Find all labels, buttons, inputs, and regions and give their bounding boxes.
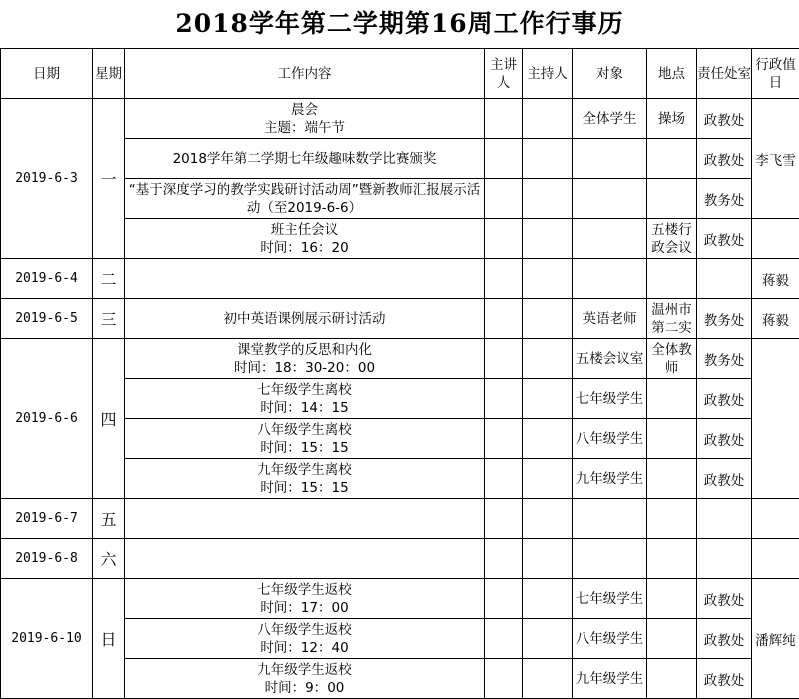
- work-content-line: 九年级学生返校: [125, 661, 484, 679]
- host-cell: [523, 339, 573, 379]
- weekday-cell: 五: [93, 499, 125, 539]
- host-cell: [523, 459, 573, 499]
- audience-cell: [573, 539, 647, 579]
- work-content-line: 时间：12：40: [125, 639, 484, 657]
- host-cell: [523, 219, 573, 259]
- table-row: [1, 539, 799, 579]
- dept-cell: 教务处: [697, 299, 752, 339]
- header-duty: 行政值日: [752, 49, 799, 99]
- table-row: [1, 299, 799, 339]
- speaker-cell: [485, 99, 523, 139]
- dept-cell: 政教处: [697, 579, 752, 619]
- speaker-cell: [485, 419, 523, 459]
- work-content-cell: [125, 219, 485, 259]
- location-cell: [647, 139, 697, 179]
- audience-cell: [573, 499, 647, 539]
- work-content-line: 主题：端午节: [125, 119, 484, 137]
- host-cell: [523, 179, 573, 219]
- work-content-line: 七年级学生返校: [125, 581, 484, 599]
- dept-cell: 政教处: [697, 219, 752, 259]
- location-cell: [647, 299, 697, 339]
- audience-text: 英语老师: [573, 310, 646, 328]
- host-cell: [523, 539, 573, 579]
- speaker-cell: [485, 259, 523, 299]
- header-date: 日期: [1, 49, 93, 99]
- duty-cell: [752, 219, 799, 259]
- duty-cell: [752, 539, 799, 579]
- date-cell: 2019-6-8: [1, 539, 93, 579]
- header-dept: 责任处室: [697, 49, 752, 99]
- work-content-cell: [125, 539, 485, 579]
- work-content-line: 七年级学生离校: [125, 381, 484, 399]
- audience-cell: [573, 459, 647, 499]
- dept-cell: 政教处: [697, 379, 752, 419]
- header-audience: 对象: [573, 49, 647, 99]
- work-content-cell: [125, 339, 485, 379]
- work-content-cell: [125, 459, 485, 499]
- work-content-line: 班主任会议: [125, 221, 484, 239]
- table-row: [1, 499, 799, 539]
- duty-cell: [752, 499, 799, 539]
- weekday-cell: 六: [93, 539, 125, 579]
- host-cell: [523, 659, 573, 699]
- work-content-line: 时间：14：15: [125, 399, 484, 417]
- page-title: 2018学年第二学期第16周工作行事历: [0, 0, 799, 48]
- weekday-cell: 日: [93, 579, 125, 699]
- speaker-cell: [485, 499, 523, 539]
- audience-text: 七年级学生: [573, 590, 646, 608]
- audience-cell: [573, 379, 647, 419]
- host-cell: [523, 299, 573, 339]
- location-text: 五楼行政会议: [647, 221, 696, 257]
- duty-cell: 蒋毅: [752, 299, 799, 339]
- work-content-cell: [125, 499, 485, 539]
- location-text: 温州市第二实: [647, 301, 696, 337]
- table-row: [1, 339, 799, 379]
- dept-cell: [697, 539, 752, 579]
- location-cell: [647, 219, 697, 259]
- speaker-cell: [485, 179, 523, 219]
- date-cell: 2019-6-7: [1, 499, 93, 539]
- audience-cell: [573, 259, 647, 299]
- header-content: 工作内容: [125, 49, 485, 99]
- speaker-cell: [485, 379, 523, 419]
- work-content-cell: [125, 179, 485, 219]
- speaker-cell: [485, 579, 523, 619]
- location-cell: [647, 579, 697, 619]
- dept-cell: 教务处: [697, 339, 752, 379]
- table-row: [1, 579, 799, 619]
- speaker-cell: [485, 539, 523, 579]
- location-cell: [647, 419, 697, 459]
- location-cell: [647, 459, 697, 499]
- audience-cell: [573, 299, 647, 339]
- work-content-cell: [125, 619, 485, 659]
- work-content-cell: [125, 139, 485, 179]
- header-speaker: 主讲人: [485, 49, 523, 99]
- speaker-cell: [485, 139, 523, 179]
- audience-text: 七年级学生: [573, 390, 646, 408]
- header-row: [1, 49, 799, 99]
- date-cell: 2019-6-5: [1, 299, 93, 339]
- work-content-line: 晨会: [125, 101, 484, 119]
- work-content-cell: [125, 659, 485, 699]
- dept-cell: 教务处: [697, 179, 752, 219]
- speaker-cell: [485, 659, 523, 699]
- work-content-line: 时间：9：00: [125, 679, 484, 697]
- dept-cell: [697, 499, 752, 539]
- date-cell: 2019-6-3: [1, 99, 93, 259]
- date-cell: 2019-6-4: [1, 259, 93, 299]
- host-cell: [523, 379, 573, 419]
- duty-cell: 李飞雪: [752, 99, 799, 219]
- work-content-line: 时间：15：15: [125, 479, 484, 497]
- audience-cell: [573, 579, 647, 619]
- dept-cell: [697, 259, 752, 299]
- location-cell: [647, 659, 697, 699]
- speaker-cell: [485, 619, 523, 659]
- header-location: 地点: [647, 49, 697, 99]
- weekday-cell: 二: [93, 259, 125, 299]
- work-content-cell: [125, 99, 485, 139]
- speaker-cell: [485, 459, 523, 499]
- audience-cell: [573, 179, 647, 219]
- audience-text: 八年级学生: [573, 630, 646, 648]
- speaker-cell: [485, 339, 523, 379]
- work-content-line: 八年级学生返校: [125, 621, 484, 639]
- host-cell: [523, 259, 573, 299]
- audience-text: 全体学生: [573, 110, 646, 128]
- location-cell: [647, 539, 697, 579]
- duty-cell: 潘辉纯: [752, 579, 799, 699]
- duty-cell: 蒋毅: [752, 259, 799, 299]
- weekday-cell: 一: [93, 99, 125, 259]
- work-content-cell: [125, 579, 485, 619]
- location-text: 全体教师: [647, 341, 696, 377]
- audience-text: 九年级学生: [573, 670, 646, 688]
- dept-cell: 政教处: [697, 459, 752, 499]
- location-cell: [647, 379, 697, 419]
- audience-cell: [573, 339, 647, 379]
- dept-cell: 政教处: [697, 619, 752, 659]
- work-content-line: 八年级学生离校: [125, 421, 484, 439]
- speaker-cell: [485, 299, 523, 339]
- dept-cell: 政教处: [697, 659, 752, 699]
- work-content-line: 九年级学生离校: [125, 461, 484, 479]
- audience-cell: [573, 619, 647, 659]
- weekday-cell: 四: [93, 339, 125, 499]
- work-content-cell: [125, 299, 485, 339]
- work-content-line: 2018学年第二学期七年级趣味数学比赛颁奖: [125, 150, 484, 168]
- audience-cell: [573, 99, 647, 139]
- work-content-line: 时间：17：00: [125, 599, 484, 617]
- location-text: 操场: [647, 110, 696, 128]
- host-cell: [523, 619, 573, 659]
- audience-text: 五楼会议室: [573, 350, 646, 368]
- work-content-cell: [125, 259, 485, 299]
- location-cell: [647, 619, 697, 659]
- location-cell: [647, 339, 697, 379]
- work-content-cell: [125, 419, 485, 459]
- work-content-line: 时间：18：30-20：00: [125, 359, 484, 377]
- date-cell: 2019-6-10: [1, 579, 93, 699]
- weekday-cell: 三: [93, 299, 125, 339]
- audience-cell: [573, 419, 647, 459]
- dept-cell: 政教处: [697, 419, 752, 459]
- host-cell: [523, 139, 573, 179]
- work-content-line: 时间：16：20: [125, 239, 484, 257]
- schedule-table: [0, 48, 799, 699]
- audience-text: 八年级学生: [573, 430, 646, 448]
- work-content-line: 时间：15：15: [125, 439, 484, 457]
- schedule-body: [1, 99, 799, 699]
- dept-cell: 政教处: [697, 99, 752, 139]
- audience-cell: [573, 139, 647, 179]
- work-content-line: 初中英语课例展示研讨活动: [125, 310, 484, 328]
- work-content-cell: [125, 379, 485, 419]
- duty-cell: [752, 339, 799, 499]
- dept-cell: 政教处: [697, 139, 752, 179]
- location-cell: [647, 179, 697, 219]
- location-cell: [647, 499, 697, 539]
- speaker-cell: [485, 219, 523, 259]
- host-cell: [523, 419, 573, 459]
- host-cell: [523, 99, 573, 139]
- host-cell: [523, 579, 573, 619]
- audience-text: 九年级学生: [573, 470, 646, 488]
- location-cell: [647, 99, 697, 139]
- table-row: [1, 259, 799, 299]
- location-cell: [647, 259, 697, 299]
- table-row: [1, 99, 799, 139]
- audience-cell: [573, 659, 647, 699]
- work-content-line: “基于深度学习的教学实践研讨活动周”暨新教师汇报展示活动（至2019-6-6）: [125, 181, 484, 217]
- work-content-line: 课堂教学的反思和内化: [125, 341, 484, 359]
- date-cell: 2019-6-6: [1, 339, 93, 499]
- header-host: 主持人: [523, 49, 573, 99]
- audience-cell: [573, 219, 647, 259]
- host-cell: [523, 499, 573, 539]
- header-weekday: 星期: [93, 49, 125, 99]
